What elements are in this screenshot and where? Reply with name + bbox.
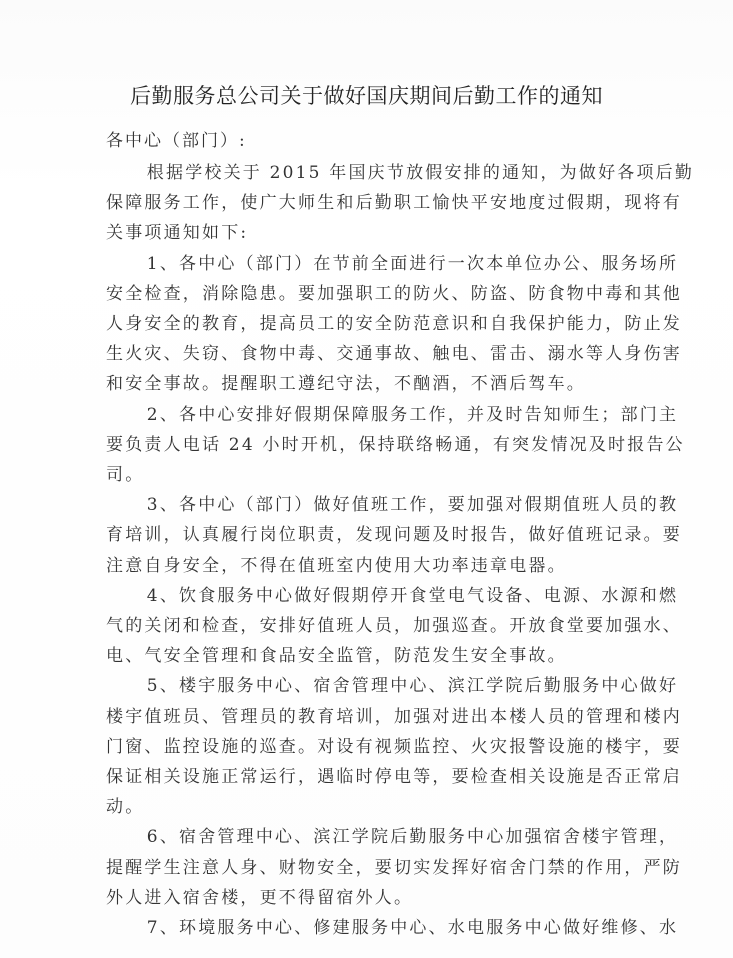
paragraph-item-2 bbox=[106, 400, 685, 491]
text-line: 根据学校关于 2015 年国庆节放假安排的通知，为做好各项后勤 bbox=[146, 163, 695, 183]
paragraph-item-5 bbox=[106, 671, 682, 822]
text-line: 6、宿舍管理中心、滨江学院后勤服务中心加强宿舍楼宇管理， bbox=[146, 827, 679, 848]
text-line: 提醒学生注意人身、财物安全，要切实发挥好宿舍门禁的作用，严防 bbox=[106, 857, 682, 878]
text-line: 3、各中心（部门）做好值班工作，要加强对假期值班人员的教 bbox=[146, 495, 679, 516]
paragraph-item-7 bbox=[106, 913, 679, 943]
text-line: 气的关闭和检查，安排好值班人员，加强巡查。开放食堂要加强水、 bbox=[106, 616, 682, 637]
text-line: 动。 bbox=[106, 797, 145, 818]
text-line: 育培训，认真履行岗位职责，发现问题及时报告，做好值班记录。要 bbox=[106, 525, 682, 546]
paragraph-item-3 bbox=[106, 490, 682, 581]
text-line: 安全检查，消除隐患。要加强职工的防火、防盗、防食物中毒和其他 bbox=[106, 283, 682, 304]
text-line: 外人进入宿舍楼，更不得留宿外人。 bbox=[106, 887, 414, 908]
text-line: 楼宇值班员、管理员的教育培训，加强对进出本楼人员的管理和楼内 bbox=[106, 706, 682, 727]
text-line: 要负责人电话 24 小时开机，保持联络畅通，有突发情况及时报告公 bbox=[106, 434, 685, 455]
text-line: 2、各中心安排好假期保障服务工作，并及时告知师生；部门主 bbox=[146, 404, 679, 425]
text-line: 生火灾、失窃、食物中毒、交通事故、触电、雷击、溺水等人身伤害 bbox=[106, 344, 682, 365]
salutation: 各中心（部门）: bbox=[106, 131, 247, 151]
text-line: 保证相关设施正常运行，遇临时停电等，要检查相关设施是否正常启 bbox=[106, 767, 682, 788]
text-line: 门窗、监控设施的巡查。对设有视频监控、火灾报警设施的楼宇，要 bbox=[106, 736, 682, 757]
text-line: 注意自身安全，不得在值班室内使用大功率违章电器。 bbox=[106, 555, 567, 576]
paragraph-intro bbox=[106, 158, 695, 249]
text-line: 司。 bbox=[106, 465, 145, 486]
text-line: 和安全事故。提醒职工遵纪守法，不酗酒，不酒后驾车。 bbox=[106, 374, 586, 395]
text-line: 5、楼宇服务中心、宿舍管理中心、滨江学院后勤服务中心做好 bbox=[146, 676, 679, 697]
paragraph-item-4 bbox=[106, 581, 682, 672]
paragraph-item-6 bbox=[106, 822, 682, 913]
paragraph-item-1 bbox=[106, 249, 682, 400]
document-title: 后勤服务总公司关于做好国庆期间后勤工作的通知 bbox=[130, 84, 603, 108]
text-line: 电、气安全管理和食品安全监管，防范发生安全事故。 bbox=[106, 646, 567, 667]
text-line: 人身安全的教育，提高员工的安全防范意识和自我保护能力，防止发 bbox=[106, 314, 682, 335]
text-line: 保障服务工作，使广大师生和后勤职工愉快平安地度过假期，现将有 bbox=[106, 193, 682, 214]
text-line: 7、环境服务中心、修建服务中心、水电服务中心做好维修、水 bbox=[146, 918, 679, 939]
text-line: 1、各中心（部门）在节前全面进行一次本单位办公、服务场所 bbox=[146, 253, 679, 274]
text-line: 关事项通知如下: bbox=[106, 223, 249, 244]
text-line: 4、饮食服务中心做好假期停开食堂电气设备、电源、水源和燃 bbox=[146, 585, 679, 606]
document-body bbox=[106, 158, 695, 943]
